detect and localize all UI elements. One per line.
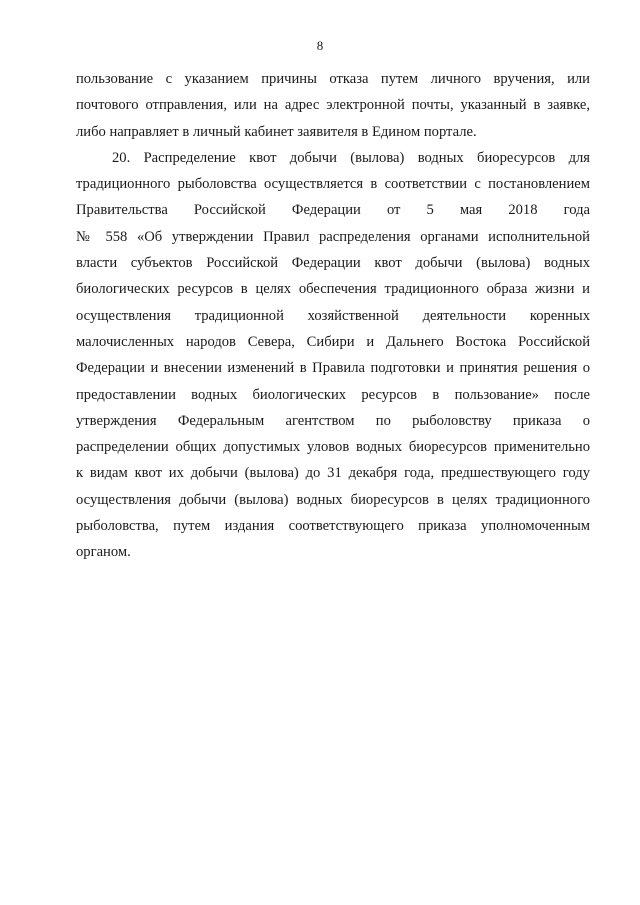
paragraph-20 [76, 145, 590, 566]
text-line: осуществления традиционной хозяйственной деятельности коренных [76, 307, 590, 324]
text-line: предоставлении водных биологических ресурсов в пользование» после [76, 386, 590, 403]
text-line: рыболовства, путем издания соответствующего приказа уполномоченным [76, 518, 590, 535]
text-line: органом. [76, 544, 131, 561]
paragraph-continued [76, 66, 590, 145]
page-number: 8 [316, 38, 324, 53]
text-line: Федерации и внесении изменений в Правила подготовки и принятия решения о [76, 360, 590, 377]
text-line: утверждения Федеральным агентством по рыболовству приказа о [76, 412, 590, 429]
text-line: № 558 «Об утверждении Правил распределения органами исполнительной [76, 228, 590, 245]
text-line: Правительства Российской Федерации от 5 мая 2018 года [76, 202, 590, 219]
text-line: либо направляет в личный кабинет заявителя в Едином портале. [76, 123, 477, 140]
text-line: пользование с указанием причины отказа путем личного вручения, или [76, 71, 590, 87]
text-line: биологических ресурсов в целях обеспечения традиционного образа жизни и [76, 281, 590, 298]
text-line: осуществления добычи (вылова) водных биоресурсов в целях традиционного [76, 491, 590, 508]
text-line: власти субъектов Российской Федерации квот добычи (вылова) водных [76, 255, 590, 272]
text-line: к видам квот их добычи (вылова) до 31 декабря года, предшествующего году [76, 465, 590, 482]
document-body [76, 66, 590, 566]
text-line: традиционного рыболовства осуществляется в соответствии с постановлением [76, 176, 590, 193]
text-line: почтового отправления, или на адрес электронной почты, указанный в заявке, [76, 97, 590, 114]
text-line: 20. Распределение квот добычи (вылова) водных биоресурсов для [112, 149, 590, 166]
text-line: распределении общих допустимых уловов водных биоресурсов применительно [76, 439, 590, 456]
text-line: малочисленных народов Севера, Сибири и Дальнего Востока Российской [76, 333, 590, 350]
